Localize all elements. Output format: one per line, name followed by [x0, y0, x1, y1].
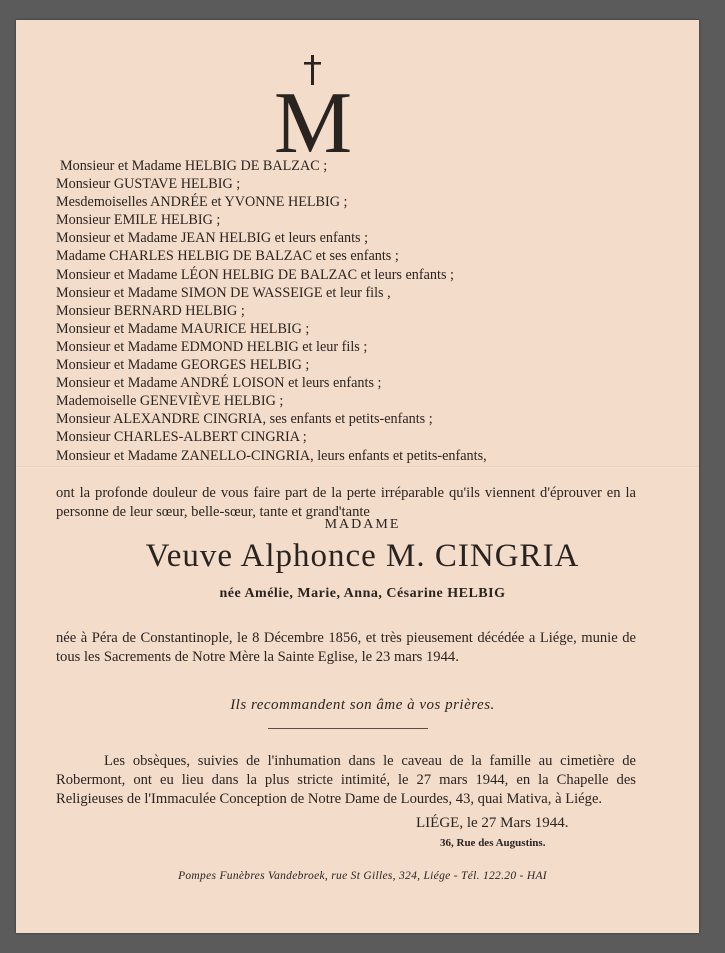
announcement-text: ont la profonde douleur de vous faire part de la perte irréparable qu'ils viennent d'éprouver en la personne de leur sœur, belle-sœur, tante et grand'tante — [56, 485, 636, 520]
family-line: Monsieur et Madame SIMON DE WASSEIGE et leur fils , — [56, 284, 391, 301]
family-list — [56, 157, 666, 465]
family-line: Monsieur EMILE HELBIG ; — [56, 212, 221, 229]
family-line: Mademoiselle GENEVIÈVE HELBIG ; — [56, 393, 284, 410]
title-prefix: MADAME — [324, 517, 401, 532]
deceased-name: Veuve Alphonce M. CINGRIA — [145, 538, 580, 574]
marian-monogram-icon — [268, 55, 358, 165]
family-line: Monsieur et Madame EDMOND HELBIG et leur fils ; — [56, 338, 368, 355]
family-line: Mesdemoiselles ANDRÉE et YVONNE HELBIG ; — [56, 194, 348, 211]
fold-line — [16, 466, 699, 468]
divider — [268, 728, 428, 729]
family-line: Monsieur BERNARD HELBIG ; — [56, 302, 245, 319]
family-line: Monsieur ALEXANDRE CINGRIA, ses enfants et petits-enfants ; — [56, 411, 433, 428]
family-line: Madame CHARLES HELBIG DE BALZAC et ses enfants ; — [56, 248, 399, 265]
family-line: Monsieur et Madame LÉON HELBIG DE BALZAC et leurs enfants ; — [56, 266, 454, 283]
family-line: Monsieur GUSTAVE HELBIG ; — [56, 176, 241, 193]
family-line: Monsieur et Madame GEORGES HELBIG ; — [56, 357, 310, 374]
dateline: LIÉGE, le 27 Mars 1944. — [416, 815, 569, 831]
maiden-name: née Amélie, Marie, Anna, Césarine HELBIG — [219, 586, 506, 601]
family-line: Monsieur et Madame ZANELLO-CINGRIA, leurs enfants et petits-enfants, — [56, 447, 487, 464]
family-line: Monsieur et Madame JEAN HELBIG et leurs enfants ; — [56, 230, 369, 247]
monogram-letter: M — [273, 75, 353, 165]
address: 36, Rue des Augustins. — [440, 837, 546, 849]
family-line: Monsieur CHARLES-ALBERT CINGRIA ; — [56, 429, 307, 446]
family-line: Monsieur et Madame MAURICE HELBIG ; — [56, 320, 310, 337]
birth-death-text: née à Péra de Constantinople, le 8 Décembre 1856, et très pieusement décédée a Liége, munie de tous les Sacrements de Notre Mère la Sainte Eglise, le 23 mars 1944. — [56, 630, 636, 665]
funeral-home-footer: Pompes Funèbres Vandebroek, rue St Gilles, 324, Liége - Tél. 122.20 - HAI — [178, 870, 547, 882]
funeral-text: Les obsèques, suivies de l'inhumation dans le caveau de la famille au cimetière de Robermont, ont eu lieu dans la plus stricte intimité, le 27 mars 1944, en la Chapelle des Religieuses de l'Immaculée Conception de Notre Dame de Lourdes, 43, quai Mativa, à Liége. — [56, 753, 636, 807]
family-line: Monsieur et Madame HELBIG DE BALZAC ; — [60, 158, 328, 174]
family-line: Monsieur et Madame ANDRÉ LOISON et leurs enfants ; — [56, 375, 382, 392]
prayer-text: Ils recommandent son âme à vos prières. — [230, 697, 495, 713]
